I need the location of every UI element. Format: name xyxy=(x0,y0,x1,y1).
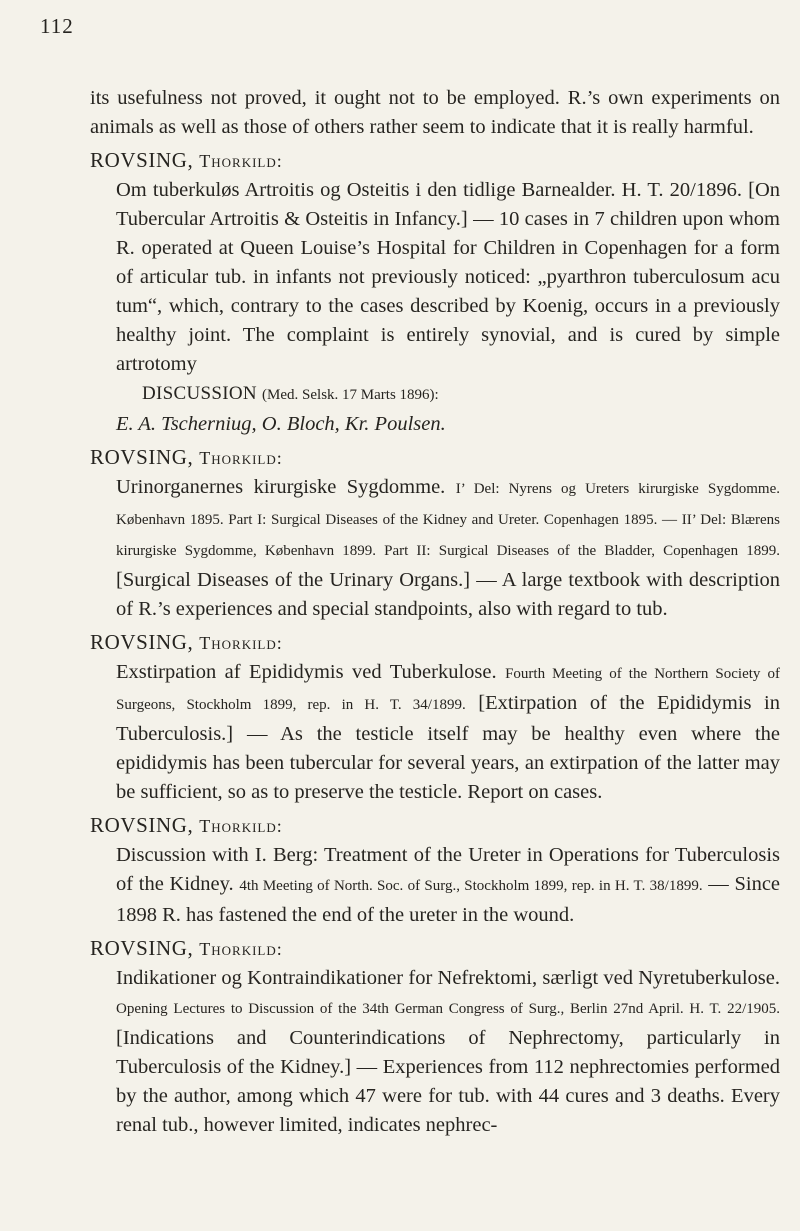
author-given-name: Thorkild: xyxy=(199,151,283,171)
discussion-block xyxy=(142,379,780,410)
entry-translation: [Surgical Diseases of the Urinary Organs.] xyxy=(116,569,471,591)
author-given-name: Thorkild: xyxy=(199,816,283,836)
author-surname: ROVSING, xyxy=(90,445,194,469)
entry-author xyxy=(90,443,780,473)
bibliography-entry xyxy=(90,934,780,1140)
entry-translation: [On Tubercular Artroitis & Osteitis in Infancy.] xyxy=(116,179,781,230)
intro-paragraph: its usefulness not proved, it ought not to be employed. R.’s own experiments on animals as well as those of others rather seem to indicate that it is really harmful. xyxy=(90,87,780,138)
bibliography-entry xyxy=(90,443,780,624)
page-number: 112 xyxy=(40,14,74,38)
entry-author xyxy=(90,146,780,176)
author-surname: ROVSING, xyxy=(90,936,194,960)
entry-title: Urinorganernes kirurgiske Sygdomme. xyxy=(116,476,446,498)
entry-citation: 4th Meeting of North. Soc. of Surg., Stockholm 1899, rep. in H. T. 38/1899. xyxy=(239,878,703,894)
discussion-ref: (Med. Selsk. 17 Marts 1896): xyxy=(262,387,439,403)
author-given-name: Thorkild: xyxy=(199,448,283,468)
entry-author xyxy=(90,811,780,841)
entry-body xyxy=(116,176,780,439)
entry-body xyxy=(116,473,780,624)
discussion-label: DISCUSSION xyxy=(142,383,257,404)
entry-body xyxy=(116,658,780,807)
entry-title: Om tuberkuløs Artroitis og Osteitis i den tidlige Barnealder. xyxy=(116,179,616,201)
bibliography-entry xyxy=(90,811,780,930)
entry-summary: — Since 1898 R. has fastened the end of the ureter in the wound. xyxy=(116,873,781,926)
entry-title: Discussion with I. Berg: Treatment of the Ureter in Operations for Tuberculosis of the Kidney. xyxy=(116,844,780,895)
bibliography-entry xyxy=(90,628,780,807)
entry-title: Indikationer og Kontraindikationer for Nefrektomi, særligt ved Nyretuberkulose. xyxy=(116,967,780,989)
author-surname: ROVSING, xyxy=(90,148,194,172)
entry-translation: [Extirpation of the Epididymis in Tuberculosis.] xyxy=(116,692,781,745)
author-given-name: Thorkild: xyxy=(199,939,283,959)
entry-summary: — As the testicle itself may be healthy even where the epididymis has been tubercular for several years, an extirpation of the latter may be sufficient, so as to preserve the testicle. Report on cases. xyxy=(116,723,781,803)
entry-body xyxy=(116,964,780,1140)
entry-author xyxy=(90,934,780,964)
entry-translation: [Indications and Counterindications of Nephrectomy, particularly in Tuberculosis of the Kidney.] xyxy=(116,1027,780,1078)
entry-citation: I’ Del: Nyrens og Ureters kirurgiske Sygdomme. København 1895. Part I: Surgical Diseases of the Kidney and Ureter. Copenhagen 1895. — II’ Del: Blærens kirurgiske Sygdomme, København 1899. Part II: Surgical Diseases of the Bladder, Copenhagen 1899. xyxy=(116,481,780,559)
author-given-name: Thorkild: xyxy=(199,633,283,653)
entry-summary: — Experiences from 112 nephrectomies performed by the author, among which 47 were for tub. with 44 cures and 3 deaths. Every renal tub., however limited, indicates nephrec- xyxy=(116,1056,781,1136)
entry-summary: — 10 cases in 7 children upon whom R. operated at Queen Louise’s Hospital for Children in Copenhagen for a form of articular tub. in infants not previously noticed: „pyarthron tuberculosum acu tum“, which, contrary to the cases described by Koenig, occurs in a previously healthy joint. The complaint is entirely synovial, and is cured by simple artrotomy xyxy=(116,208,780,375)
author-surname: ROVSING, xyxy=(90,630,194,654)
entry-body xyxy=(116,841,780,930)
author-surname: ROVSING, xyxy=(90,813,194,837)
entry-citation: Fourth Meeting of the Northern Society of Surgeons, Stockholm 1899, rep. in H. T. 34/1899. xyxy=(116,666,780,713)
entry-author xyxy=(90,628,780,658)
entry-citation: Opening Lectures to Discussion of the 34th German Congress of Surg., Berlin 27nd April. H. T. 22/1905. xyxy=(116,1001,780,1017)
entry-citation: H. T. 20/1896. xyxy=(621,179,742,201)
discussants: E. A. Tscherniug, O. Bloch, Kr. Poulsen. xyxy=(116,413,446,435)
page-content xyxy=(90,84,780,1140)
entry-title: Exstirpation af Epididymis ved Tuberkulose. xyxy=(116,661,497,683)
entry-summary: — A large textbook with description of R.’s experiences and special standpoints, also with regard to tub. xyxy=(116,569,781,620)
bibliography-entry xyxy=(90,146,780,439)
